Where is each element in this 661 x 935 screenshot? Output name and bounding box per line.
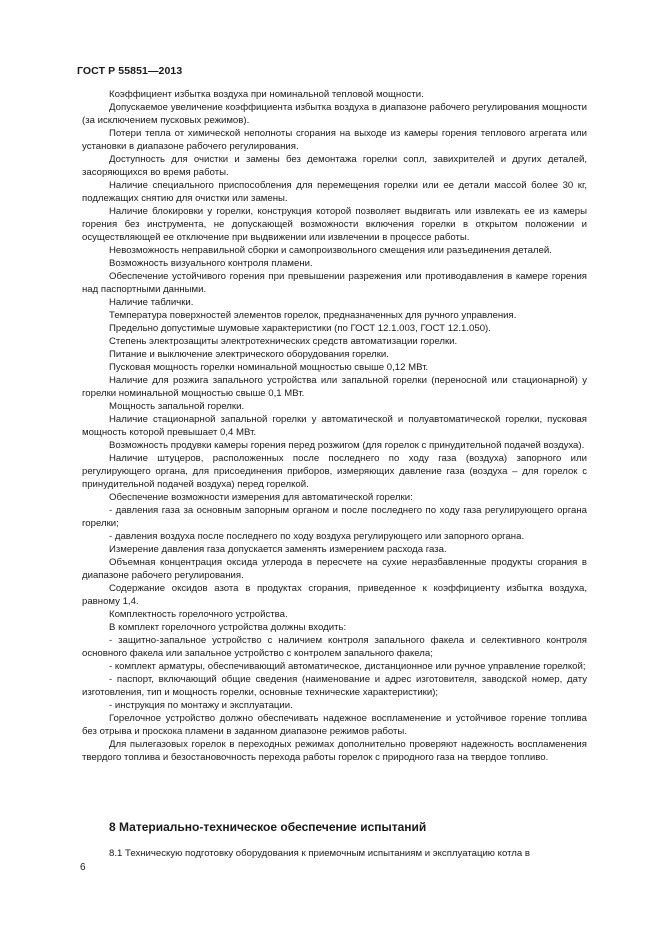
body-paragraph: Температура поверхностей элементов горелок, предназначенных для ручного управления. (109, 310, 517, 321)
section-heading: 8 Материально-техническое обеспечение испытаний (109, 820, 427, 834)
body-paragraph: Предельно допустимые шумовые характеристики (по ГОСТ 12.1.003, ГОСТ 12.1.050). (109, 323, 491, 334)
document-header: ГОСТ Р 55851—2013 (77, 65, 183, 77)
body-paragraph: Коэффициент избытка воздуха при номинальной тепловой мощности. (109, 89, 424, 100)
body-paragraph: Потери тепла от химической неполноты сгорания на выходе из камеры горения теплового агрегата или установки в диапазоне рабочего регулирования. (82, 128, 587, 152)
body-text (82, 88, 587, 764)
body-paragraph: Степень электрозащиты электротехнических средств автоматизации горелки. (109, 336, 458, 347)
body-paragraph: - паспорт, включающий общие сведения (наименование и адрес изготовителя, заводской номер, дату изготовления, тип и мощность горелки, основные технические характеристики); (82, 674, 587, 698)
body-paragraph: Обеспечение устойчивого горения при превышении разрежения или противодавления в камере горения над паспортными данными. (82, 271, 587, 295)
body-paragraph: Наличие штуцеров, расположенных после последнего по ходу газа (воздуха) запорного или регулирующего органа, для присоединения приборов, измеряющих давление газа (воздуха – для горелок с принудительной подачей воздуха) перед горелкой. (82, 453, 587, 490)
body-paragraph: В комплект горелочного устройства должны входить: (109, 622, 347, 633)
body-paragraph: Комплектность горелочного устройства. (109, 609, 288, 620)
body-paragraph: Для пылегазовых горелок в переходных режимах дополнительно проверяют надежность воспламенения твердого топлива и безостановочность перехода работы горелок с природного газа на твердое топливо. (82, 739, 587, 763)
body-paragraph: Возможность визуального контроля пламени. (109, 258, 313, 269)
body-paragraph: Мощность запальной горелки. (109, 401, 245, 412)
body-paragraph: Наличие стационарной запальной горелки у автоматической и полуавтоматической горелки, пусковая мощность которой превышает 0,4 МВт. (82, 414, 587, 438)
body-paragraph: Обеспечение возможности измерения для автоматической горелки: (109, 492, 413, 503)
body-paragraph: - давления воздуха после последнего по ходу воздуха регулирующего или запорного органа. (109, 531, 525, 542)
body-paragraph: - защитно-запальное устройство с наличием контроля запального факела и селективного контроля основного факела или запальное устройство с контролем запального факела; (82, 635, 587, 659)
body-paragraph: Горелочное устройство должно обеспечивать надежное воспламенение и устойчивое горение топлива без отрыва и проскока пламени в заданном диапазоне режимов работы. (82, 713, 587, 737)
body-paragraph: Возможность продувки камеры горения перед розжигом (для горелок с принудительной подачей воздуха). (109, 440, 585, 451)
body-paragraph: - давления газа за основным запорным органом и после последнего по ходу газа регулирующего органа горелки; (82, 505, 587, 529)
body-paragraph: Наличие таблички. (109, 297, 194, 308)
body-paragraph: Наличие для розжига запального устройства или запальной горелки (переносной или стационарной) у горелки номинальной мощностью свыше 0,1 МВт. (82, 375, 587, 399)
body-paragraph: Измерение давления газа допускается заменять измерением расхода газа. (109, 544, 447, 555)
section-first-paragraph: 8.1 Техническую подготовку оборудования к приемочным испытаниям и эксплуатацию котла в (109, 848, 530, 859)
body-paragraph: Питание и выключение электрического оборудования горелки. (109, 349, 389, 360)
body-paragraph: Невозможность неправильной сборки и самопроизвольного смещения или разъединения деталей. (109, 245, 552, 256)
body-paragraph: Пусковая мощность горелки номинальной мощностью свыше 0,12 МВт. (109, 362, 429, 373)
body-paragraph: - инструкция по монтажу и эксплуатации. (109, 700, 293, 711)
body-paragraph: Объемная концентрация оксида углерода в пересчете на сухие неразбавленные продукты сгорания в диапазоне рабочего регулирования. (82, 557, 587, 581)
body-paragraph: Доступность для очистки и замены без демонтажа горелки сопл, завихрителей и других деталей, засоряющихся во время работы. (82, 154, 587, 178)
body-paragraph: - комплект арматуры, обеспечивающий автоматическое, дистанционное или ручное управление горелкой; (109, 661, 586, 672)
body-paragraph: Наличие специального приспособления для перемещения горелки или ее детали массой более 30 кг, подлежащих снятию для очистки или замены. (82, 180, 587, 204)
page-number: 6 (80, 862, 86, 873)
body-paragraph: Допускаемое увеличение коэффициента избытка воздуха в диапазоне рабочего регулирования мощности (за исключением пусковых режимов). (82, 102, 587, 126)
body-paragraph: Наличие блокировки у горелки, конструкция которой позволяет выдвигать или извлекать ее из камеры горения без инструмента, не допускающей возможности включения горелки в открытом положении и осуществляющей ее отключение при выдвижении или извлечении в процессе работы. (82, 206, 587, 243)
body-paragraph: Содержание оксидов азота в продуктах сгорания, приведенное к коэффициенту избытка воздуха, равному 1,4. (82, 583, 587, 607)
